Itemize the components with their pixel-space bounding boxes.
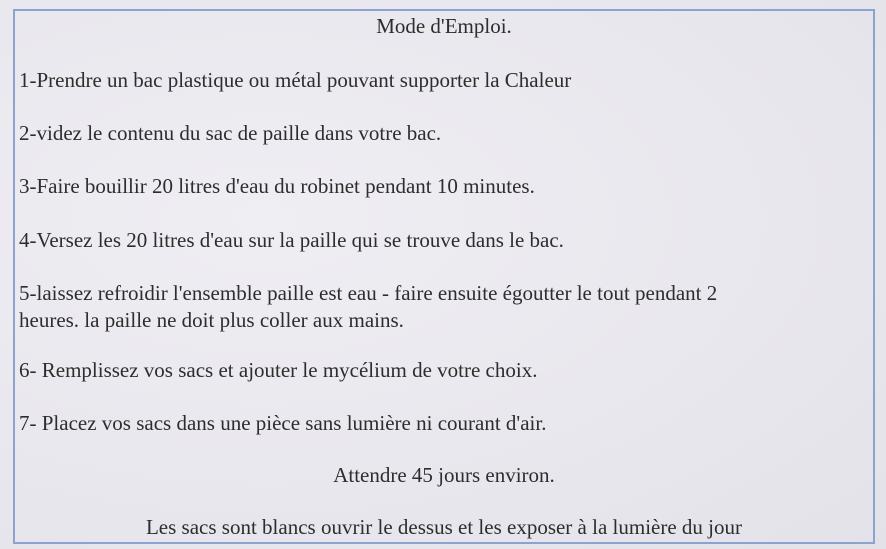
step-7: 7- Placez vos sacs dans une pièce sans lumière ni courant d'air. <box>19 411 547 435</box>
step-5: 5-laissez refroidir l'ensemble paille est eau - faire ensuite égoutter le tout pendant 2 <box>19 281 718 305</box>
step-6: 6- Remplissez vos sacs et ajouter le mycélium de votre choix. <box>19 358 538 382</box>
step-1: 1-Prendre un bac plastique ou métal pouvant supporter la Chaleur <box>19 68 572 92</box>
final-note: Les sacs sont blancs ouvrir le dessus et les exposer à la lumière du jour <box>145 515 742 539</box>
step-5-continued: heures. la paille ne doit plus coller aux mains. <box>19 308 404 332</box>
step-2: 2-videz le contenu du sac de paille dans votre bac. <box>19 121 442 145</box>
step-3: 3-Faire bouillir 20 litres d'eau du robinet pendant 10 minutes. <box>19 174 535 198</box>
wait-note: Attendre 45 jours environ. <box>333 463 555 487</box>
document-title: Mode d'Emploi. <box>376 14 512 38</box>
step-4: 4-Versez les 20 litres d'eau sur la paille qui se trouve dans le bac. <box>19 228 564 252</box>
